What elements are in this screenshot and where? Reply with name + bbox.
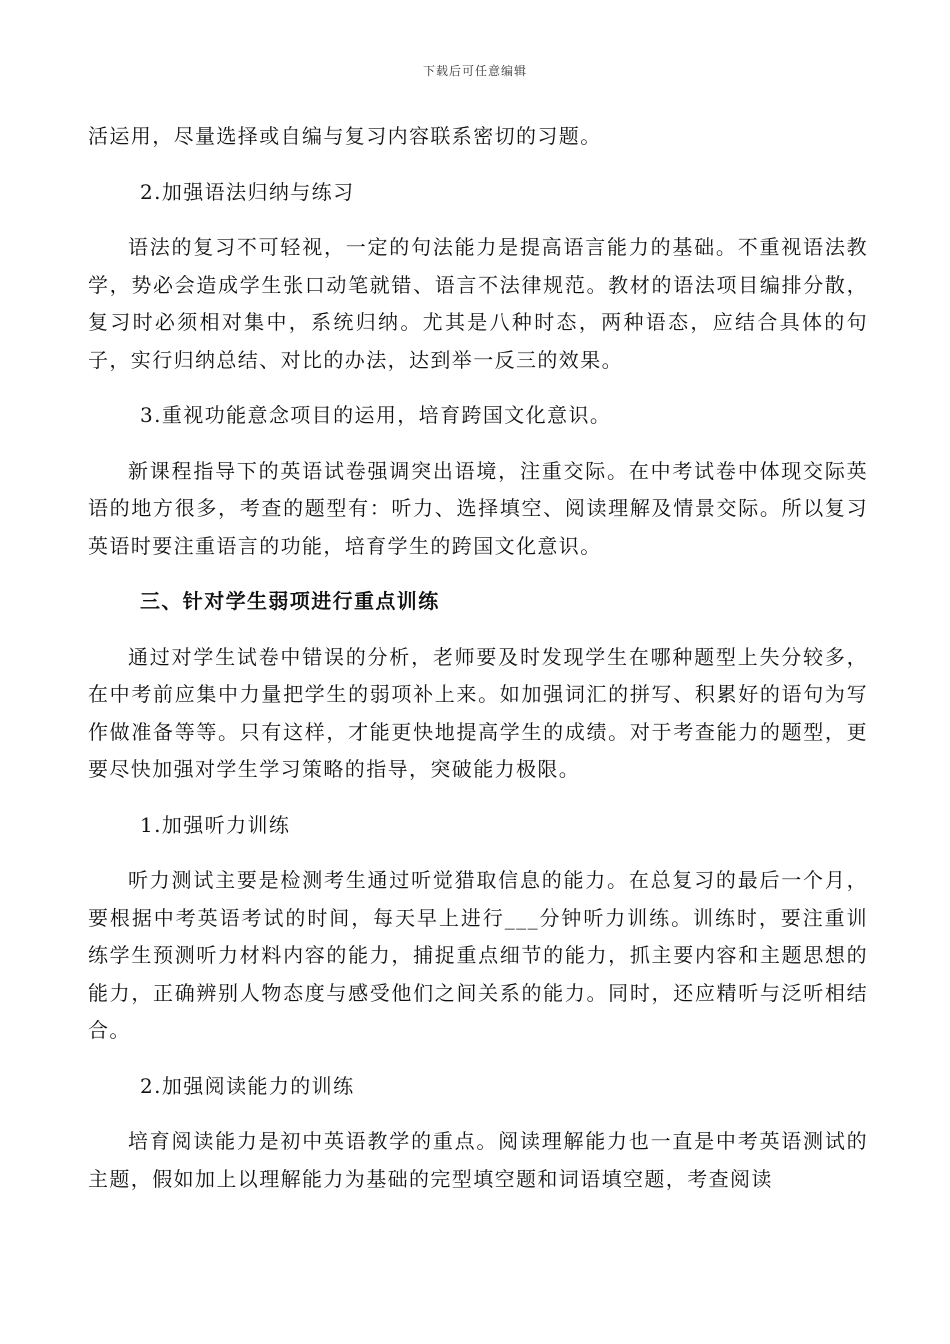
subheading-grammar: 2.加强语法归纳与练习 xyxy=(140,179,355,204)
paragraph-reading: 培育阅读能力是初中英语教学的重点。阅读理解能力也一直是中考英语测试的主题，假如加上以理解能力为基础的完型填空题和词语填空题，考查阅读 xyxy=(88,1129,868,1191)
section-heading-weak-areas: 三、针对学生弱项进行重点训练 xyxy=(140,589,440,613)
subheading-function: 3.重视功能意念项目的运用，培育跨国文化意识。 xyxy=(140,403,612,427)
subheading-reading: 2.加强阅读能力的训练 xyxy=(140,1073,355,1098)
paragraph-continuation: 活运用，尽量选择或自编与复习内容联系密切的习题。 xyxy=(88,124,602,148)
paragraph-weak-areas: 通过对学生试卷中错误的分析，老师要及时发现学生在哪种题型上失分较多，在中考前应集中力量把学生的弱项补上来。如加强词汇的拼写、积累好的语句为写作做准备等等。只有这样，才能更快地提高学生的成绩。对于考查能力的题型，更要尽快加强对学生学习策略的指导，突破能力极限。 xyxy=(88,644,868,781)
page-header: 下载后可任意编辑 xyxy=(422,64,527,78)
paragraph-listening: 听力测试主要是检测考生通过听觉猎取信息的能力。在总复习的最后一个月，要根据中考英语考试的时间，每天早上进行___分钟听力训练。训练时，要注重训练学生预测听力材料内容的能力，捕捉重点细节的能力，抓主要内容和主题思想的能力，正确辨别人物态度与感受他们之间关系的能力。同时，还应精听与泛听相结合。 xyxy=(88,868,868,1042)
paragraph-function: 新课程指导下的英语试卷强调突出语境，注重交际。在中考试卷中体现交际英语的地方很多，考查的题型有：听力、选择填空、阅读理解及情景交际。所以复习英语时要注重语言的功能，培育学生的跨国文化意识。 xyxy=(88,458,868,558)
subheading-listening: 1.加强听力训练 xyxy=(140,812,291,837)
document-body xyxy=(88,118,868,1216)
paragraph-grammar: 语法的复习不可轻视，一定的句法能力是提高语言能力的基础。不重视语法教学，势必会造成学生张口动笔就错、语言不法律规范。教材的语法项目编排分散，复习时必须相对集中，系统归纳。尤其是八种时态，两种语态，应结合具体的句子，实行归纳总结、对比的办法，达到举一反三的效果。 xyxy=(88,235,868,372)
